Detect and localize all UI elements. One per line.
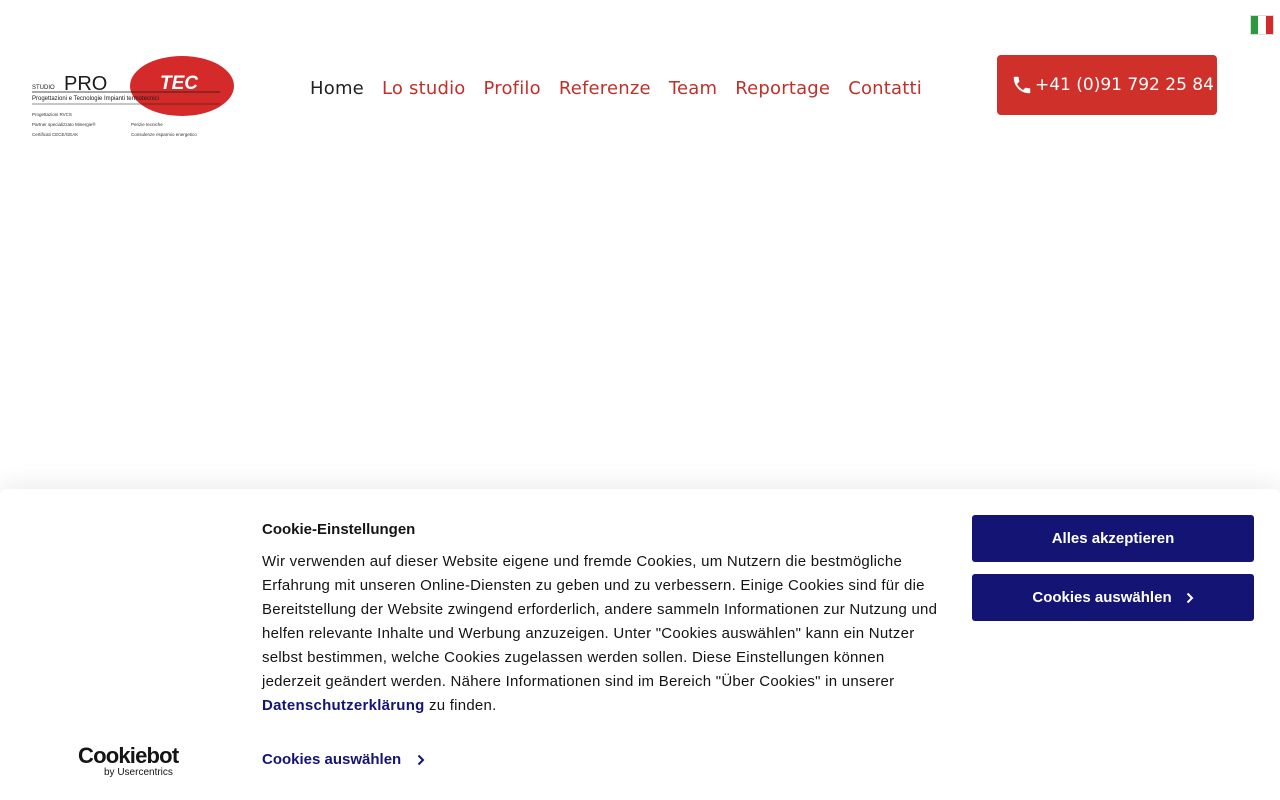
nav-team[interactable]: Team: [668, 78, 718, 99]
chevron-right-icon: [417, 754, 425, 766]
studio-protec-logo[interactable]: [30, 55, 235, 145]
cookie-banner: [0, 489, 1280, 800]
select-cookies-button[interactable]: [972, 574, 1254, 621]
main-nav: [310, 78, 940, 99]
accept-all-button[interactable]: [972, 515, 1254, 562]
phone-icon: [1011, 74, 1033, 96]
nav-referenze[interactable]: Referenze: [558, 78, 651, 99]
logo-service-3: Certificati CECE/GEAK: [32, 132, 79, 137]
phone-label: +41 (0)91 792 25 84: [1035, 75, 1214, 95]
privacy-policy-link[interactable]: Datenschutzerklärung: [262, 697, 425, 714]
accept-all-label: Alles akzeptieren: [1051, 530, 1175, 547]
nav-profilo[interactable]: Profilo: [483, 78, 541, 99]
cookie-title: Cookie-Einstellungen: [262, 521, 416, 538]
select-cookies-button-label: Cookies auswählen: [1032, 589, 1172, 606]
logo-service-5: Consulenze risparmio energetico: [131, 132, 197, 137]
logo-tagline: Progettazioni e Tecnologie Impianti termotecnici: [32, 96, 159, 102]
cookiebot-brand-sub: by Usercentrics: [104, 767, 173, 778]
cookie-body: Wir verwenden auf dieser Website eigene und fremde Cookies, um Nutzern die bestmögliche Erfahrung mit unseren Online-Diensten zu geben und zu verbessern. Einige Cookies sind für die Bereitstellung der Website zwingend erforderlich, andere sammeln Informationen zur Nutzung und helfen relevante Inhalte und Werbung anzuzeigen. Unter "Cookies auswählen" kann ein Nutzer selbst bestimmen, welche Cookies zugelassen werden sollen. Diese Einstellungen können jederzeit geändert werden. Nähere Informationen sind im Bereich "Über Cookies" in unserer: [262, 553, 938, 690]
nav-lo-studio[interactable]: Lo studio: [381, 78, 466, 99]
logo-service-2: Partner specializzato Minergie®: [32, 122, 96, 127]
cookie-text: [262, 550, 942, 718]
phone-button[interactable]: [997, 55, 1217, 115]
cookiebot-brand-name: Cookiebot: [78, 743, 179, 768]
italy-flag-icon[interactable]: [1250, 15, 1274, 35]
logo-service-4: Perizie tecniche: [131, 122, 163, 127]
select-cookies-link[interactable]: [262, 751, 425, 768]
logo-name: PRO: [64, 73, 108, 95]
logo-accent: TEC: [160, 73, 198, 94]
logo-prefix: STUDIO: [32, 85, 55, 91]
logo-service-1: Progettazioni RVCS: [32, 112, 72, 117]
nav-reportage[interactable]: Reportage: [735, 78, 831, 99]
nav-home[interactable]: Home: [310, 78, 364, 99]
cookiebot-logo[interactable]: [78, 745, 188, 779]
nav-contatti[interactable]: Contatti: [848, 78, 922, 99]
cookie-body-end: zu finden.: [428, 697, 497, 714]
select-cookies-link-label: Cookies auswählen: [262, 751, 402, 768]
chevron-right-icon: [1186, 592, 1194, 604]
